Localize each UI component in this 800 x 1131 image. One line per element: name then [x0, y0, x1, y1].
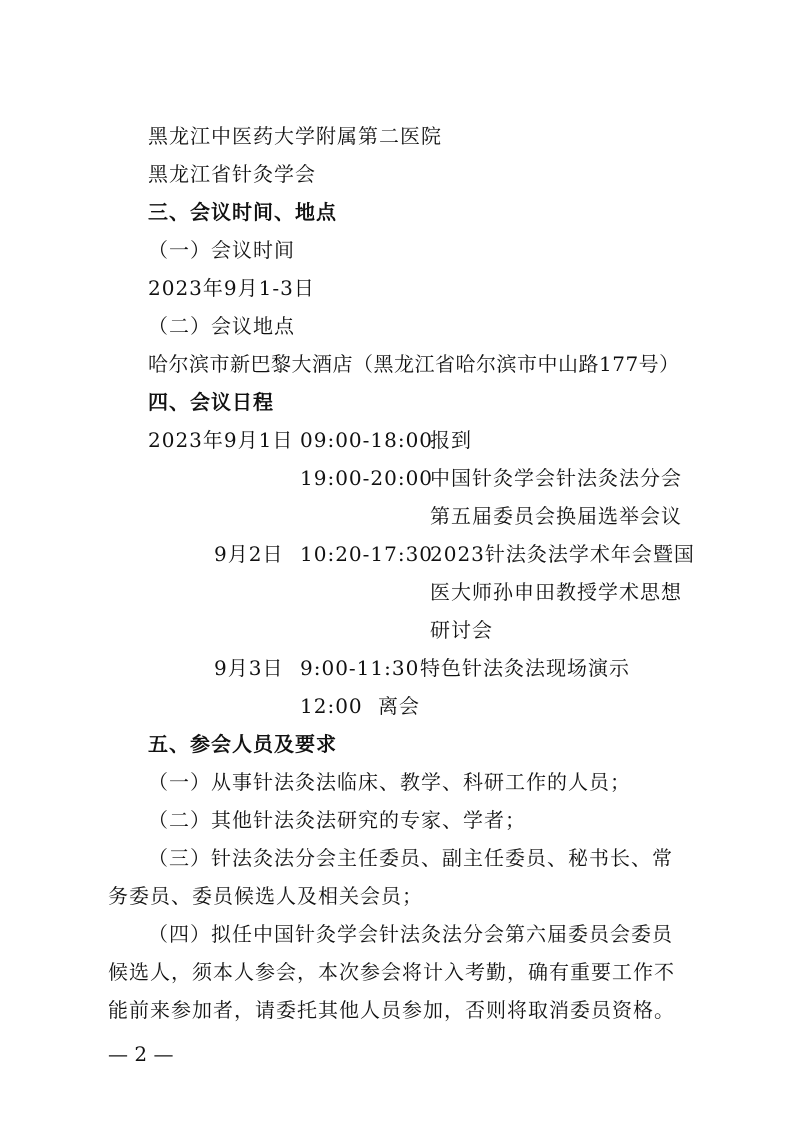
org-line-1: 黑龙江中医药大学附属第二医院: [148, 124, 442, 148]
requirement-line: （一）从事针法灸法临床、教学、科研工作的人员；: [148, 770, 631, 794]
requirement-line: （四）拟任中国针灸学会针法灸法分会第六届委员会委员: [148, 922, 673, 946]
section-3-sub-1: （一）会议时间: [148, 238, 295, 262]
schedule-time: 12:00: [300, 694, 363, 718]
schedule-event: 研讨会: [430, 618, 493, 642]
section-3-heading: 三、会议时间、地点: [148, 200, 337, 224]
section-5-heading: 五、参会人员及要求: [148, 732, 337, 756]
page-number: — 2 —: [108, 1042, 174, 1066]
schedule-time: 9:00-11:30: [300, 656, 420, 680]
schedule-date: 9月2日: [214, 542, 284, 566]
org-line-2: 黑龙江省针灸学会: [148, 162, 316, 186]
section-3-sub-2: （二）会议地点: [148, 314, 295, 338]
schedule-time: 09:00-18:00: [300, 428, 434, 452]
requirement-line: 务委员、委员候选人及相关会员；: [108, 884, 423, 908]
requirement-line: 候选人，须本人参会，本次参会将计入考勤，确有重要工作不: [108, 960, 675, 984]
requirement-line: 能前来参加者，请委托其他人员参加，否则将取消委员资格。: [108, 998, 675, 1022]
schedule-time: 19:00-20:00: [300, 466, 434, 490]
requirement-line: （二）其他针法灸法研究的专家、学者；: [148, 808, 526, 832]
schedule-event: 特色针法灸法现场演示: [420, 656, 630, 680]
schedule-date: 9月3日: [214, 656, 284, 680]
schedule-event: 报到: [430, 428, 472, 452]
schedule-event: 中国针灸学会针法灸法分会: [430, 466, 682, 490]
schedule-event: 第五届委员会换届选举会议: [430, 504, 682, 528]
schedule-time: 10:20-17:30: [300, 542, 434, 566]
meeting-time: 2023年9月1-3日: [148, 276, 315, 300]
schedule-date: 2023年9月1日: [148, 428, 294, 452]
meeting-place: 哈尔滨市新巴黎大酒店（黑龙江省哈尔滨市中山路177号）: [148, 352, 680, 376]
schedule-event: 2023针法灸法学术年会暨国: [430, 542, 695, 566]
requirement-line: （三）针法灸法分会主任委员、副主任委员、秘书长、常: [148, 846, 673, 870]
schedule-event: 医大师孙申田教授学术思想: [430, 580, 682, 604]
section-4-heading: 四、会议日程: [148, 390, 274, 414]
schedule-event: 离会: [378, 694, 420, 718]
